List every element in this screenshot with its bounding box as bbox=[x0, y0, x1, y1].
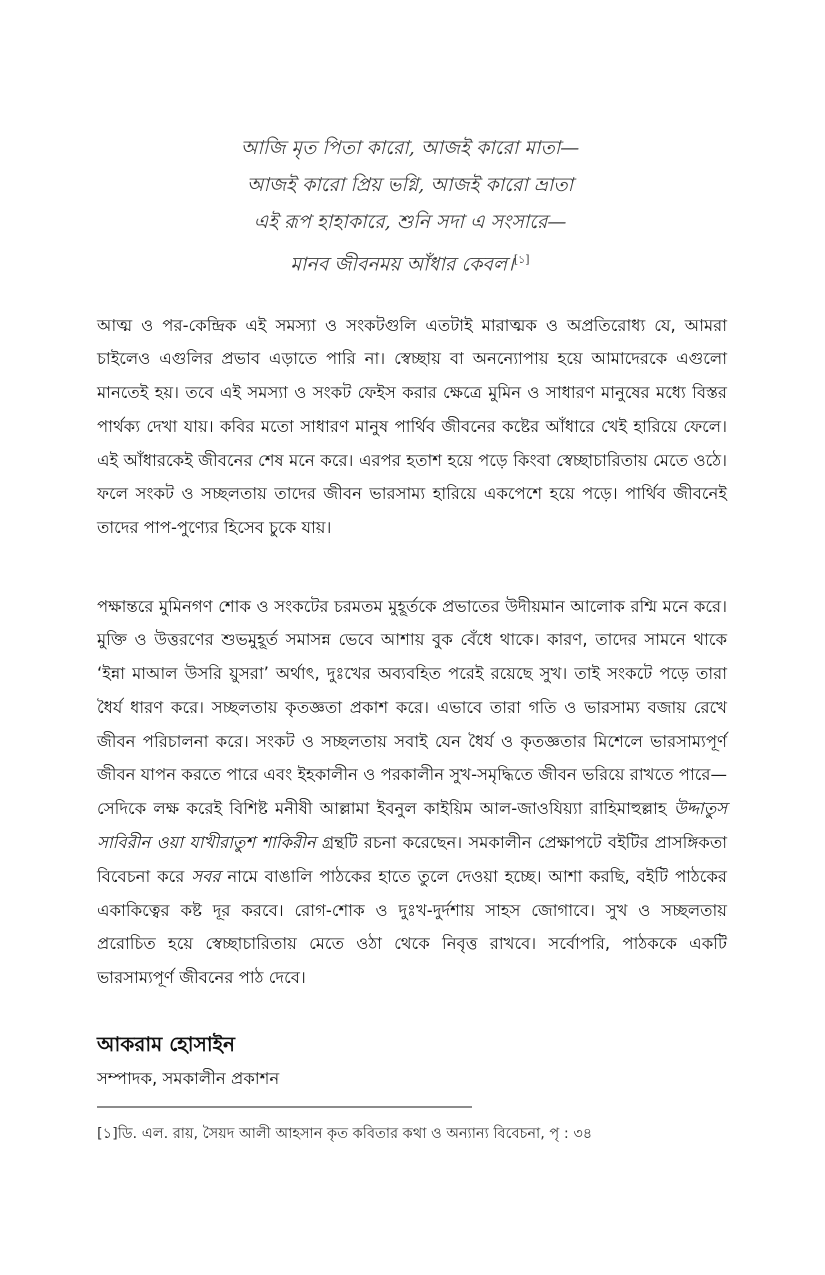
poem-line: আজই কারো প্রিয় ভগ্নি, আজই কারো ভ্রাতা bbox=[246, 174, 574, 196]
paragraph-2-text-b: গ্রন্থটি রচনা করেছেন। সমকালীন প্রেক্ষাপটে বইটির প্রাসঙ্গিকতা বিবেচনা করে bbox=[97, 833, 727, 886]
poem-line-text: মানব জীবনময় আঁধার কেবল। bbox=[290, 253, 514, 276]
poem-line: আজি মৃত পিতা কারো, আজই কারো মাতা— bbox=[240, 137, 580, 159]
paragraph-2-text-a: পক্ষান্তরে মুমিনগণ শোক ও সংকটের চরমতম মুহূর্তকে প্রভাতের উদীয়মান আলোক রশ্মি মনে করে। মুক্তি ও উত্তরণের শুভমুহূর্ত সমাসন্ন ভেবে আশায় বুক বেঁধে থাকে। কারণ, তাদের সামনে থাকে ‘ইন্না মাআল উসরি য়ুসরা’ অর্থাৎ, দুঃখের অব্যবহিত পরেই রয়েছে সুখ। তাই সংকটে পড়ে তারা ধৈর্য ধারণ করে। সচ্ছলতায় কৃতজ্ঞতা প্রকাশ করে। এভাবে তারা গতি ও ভারসাম্য বজায় রেখে জীবন পরিচালনা করে। সংকট ও সচ্ছলতায় সবাই যেন ধৈর্য ও কৃতজ্ঞতার মিশেলে ভারসাম্যপূর্ণ জীবন যাপন করতে পারে এবং ইহকালীন ও পরকালীন সুখ-সমৃদ্ধিতে জীবন ভরিয়ে রাখতে পারে—সেদিকে লক্ষ করেই বিশিষ্ট মনীষী আল্লামা ইবনুল কাইয়িম আল-জাওযিয়্যা রাহিমাহুল্লাহ bbox=[97, 596, 727, 819]
footnote-divider bbox=[97, 1106, 472, 1108]
footnote: [১]ডি. এল. রায়, সৈয়দ আলী আহসান কৃত কবিতার কথা ও অন্যান্য বিবেচনা, পৃ : ৩৪ bbox=[97, 1126, 593, 1142]
author-role: সম্পাদক, সমকালীন প্রকাশন bbox=[97, 1069, 280, 1088]
poem-line-last bbox=[160, 241, 660, 278]
paragraph-2-text-c: নামে বাঙালি পাঠকের হাতে তুলে দেওয়া হচ্ছে। আশা করছি, বইটি পাঠকের একাকিত্বের কষ্ট দূর করবে। রোগ-শোক ও দুঃখ-দুর্দশায় সাহস জোগাবে। সুখ ও সচ্ছলতায় প্ররোচিত হয়ে স্বেচ্ছাচারিতায় মেতে ওঠা থেকে নিবৃত্ত রাখবে। সর্বোপরি, পাঠককে একটি ভারসাম্যপূর্ণ জীবনের পাঠ দেবে। bbox=[97, 866, 727, 988]
paragraph-2 bbox=[97, 590, 727, 996]
book-title-translated: সবর bbox=[191, 866, 221, 886]
author-name: আকরাম হোসাইন bbox=[97, 1032, 235, 1056]
poem-line: এই রূপ হাহাকারে, শুনি সদা এ সংসারে— bbox=[253, 211, 567, 233]
footnote-reference[interactable]: [১] bbox=[513, 253, 530, 266]
epigraph-poem bbox=[160, 130, 660, 278]
paragraph-1: আত্ম ও পর-কেন্দ্রিক এই সমস্যা ও সংকটগুলি এতটাই মারাত্মক ও অপ্রতিরোধ্য যে, আমরা চাইলেও এগুলির প্রভাব এড়াতে পারি না। স্বেচ্ছায় বা অনন্যোপায় হয়ে আমাদেরকে এগুলো মানতেই হয়। তবে এই সমস্যা ও সংকট ফেইস করার ক্ষেত্রে মুমিন ও সাধারণ মানুষের মধ্যে বিস্তর পার্থক্য দেখা যায়। কবির মতো সাধারণ মানুষ পার্থিব জীবনের কষ্টের আঁধারে খেই হারিয়ে ফেলে। এই আঁধারকেই জীবনের শেষ মনে করে। এরপর হতাশ হয়ে পড়ে কিংবা স্বেচ্ছাচারিতায় মেতে ওঠে। ফলে সংকট ও সচ্ছলতায় তাদের জীবন ভারসাম্য হারিয়ে একপেশে হয়ে পড়ে। পার্থিব জীবনেই তাদের পাপ-পুণ্যের হিসেব চুকে যায়। bbox=[97, 315, 727, 538]
book-title-original: উদ্দাতুস সাবিরীন ওয়া যাখীরাতুশ শাকিরীন bbox=[97, 799, 727, 853]
